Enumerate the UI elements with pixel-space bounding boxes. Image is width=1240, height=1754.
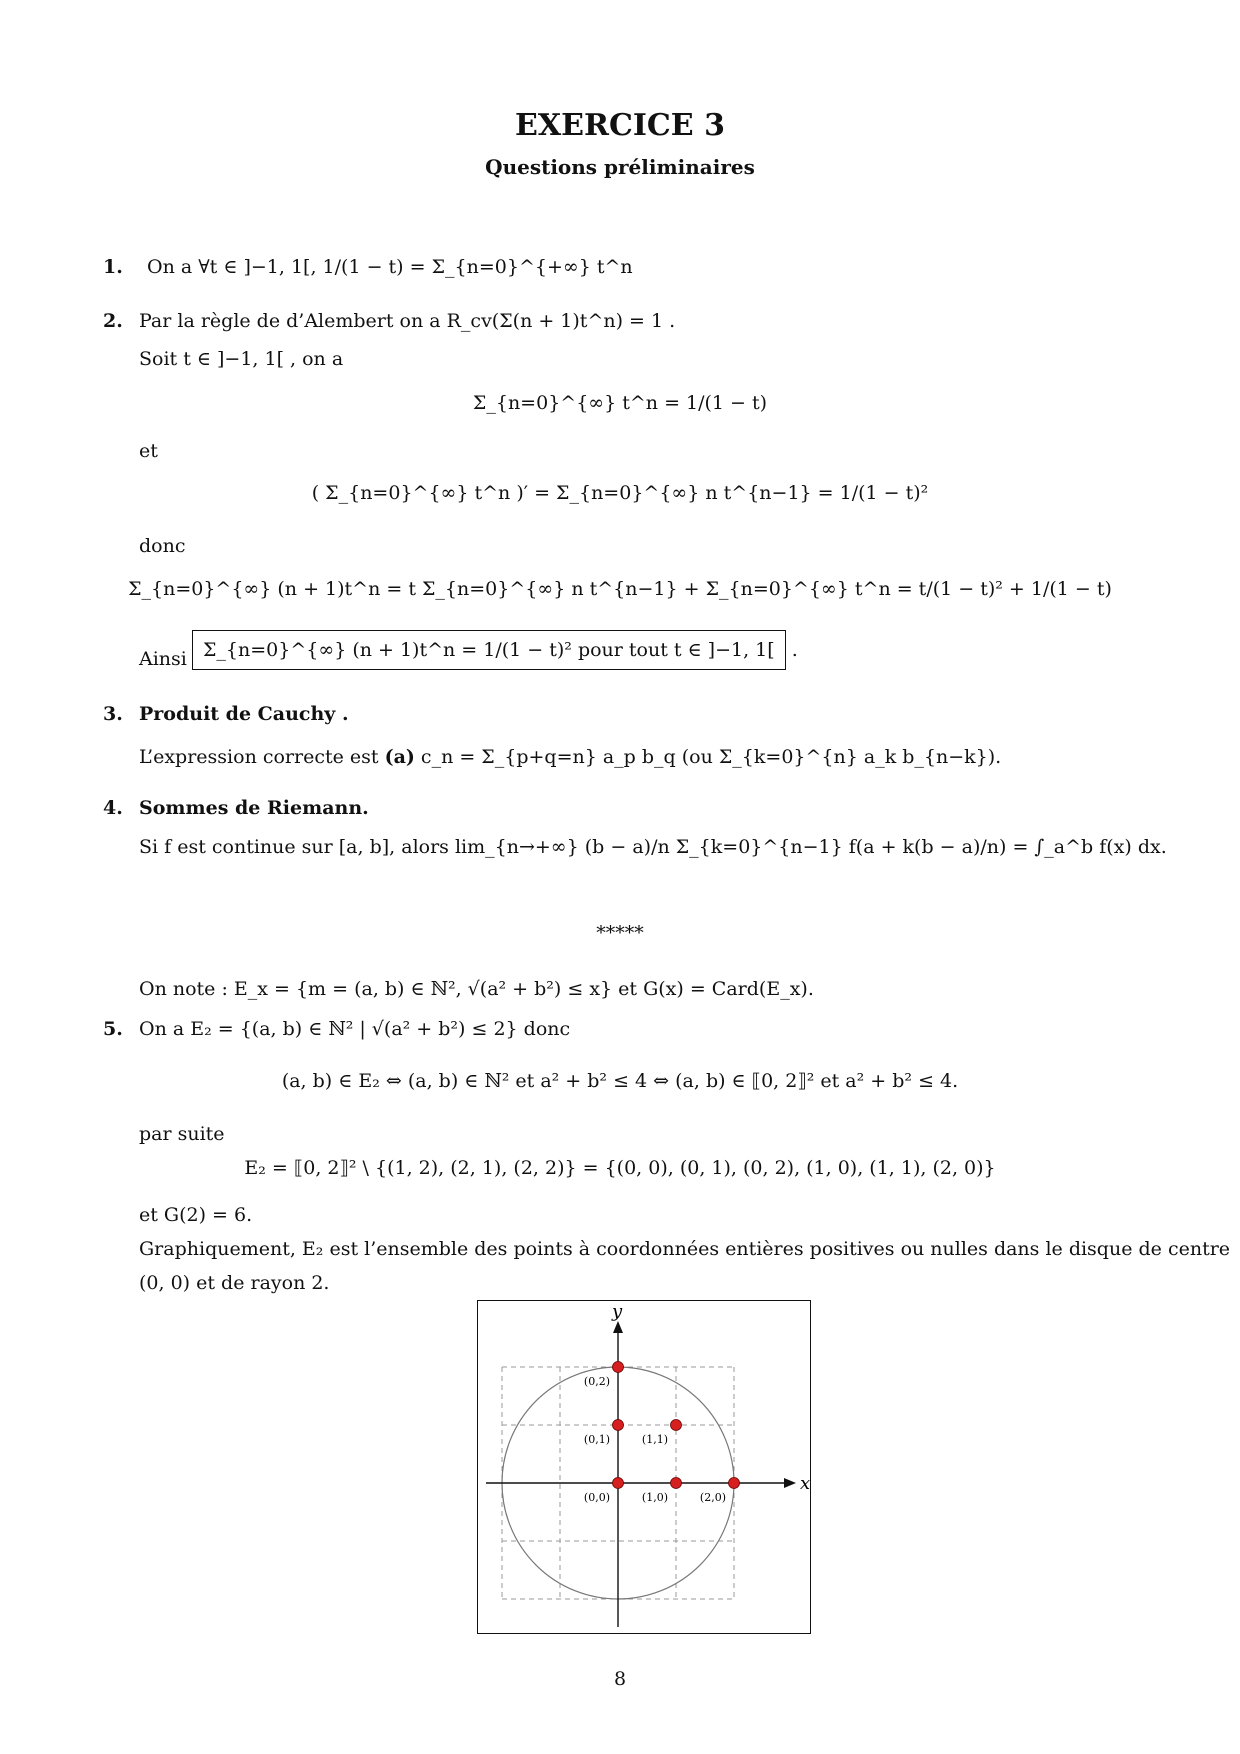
y-axis-arrow-icon [613, 1321, 623, 1333]
q3-title: Produit de Cauchy . [139, 703, 349, 725]
lattice-point [671, 1478, 682, 1489]
q5-par-suite: par suite [139, 1123, 225, 1145]
q3-text-prefix: L’expression correcte est [139, 746, 379, 768]
q2-line1: Par la règle de d’Alembert on a R_cv(Σ(n + 1)t^n) = 1 . [139, 310, 676, 332]
lattice-point [729, 1478, 740, 1489]
q5-g2: et G(2) = 6. [139, 1204, 253, 1226]
q5-eq1: (a, b) ∈ E₂ ⇔ (a, b) ∈ ℕ² et a² + b² ≤ 4 ⇔ (a, b) ∈ ⟦0, 2⟧² et a² + b² ≤ 4. [281, 1070, 959, 1092]
q5-line1: On a E₂ = {(a, b) ∈ ℕ² | √(a² + b²) ≤ 2} donc [139, 1018, 571, 1040]
lattice-point [671, 1420, 682, 1431]
exercise-subtitle: Questions préliminaires [485, 155, 755, 179]
point-label: (2,0) [699, 1491, 726, 1504]
q3-number: 3. [103, 703, 123, 725]
e2-figure [477, 1300, 811, 1634]
point-label: (0,0) [583, 1491, 610, 1504]
e2-plot [478, 1301, 810, 1633]
q5-graph-text2: (0, 0) et de rayon 2. [139, 1272, 330, 1294]
y-axis-label: y [612, 1301, 623, 1322]
lattice-point [613, 1420, 624, 1431]
q4-title: Sommes de Riemann. [139, 797, 369, 819]
q2-boxed-result: Σ_{n=0}^{∞} (n + 1)t^n = 1/(1 − t)² pour tout t ∈ ]−1, 1[ [192, 630, 786, 670]
q5-graph-text1: Graphiquement, E₂ est l’ensemble des points à coordonnées entières positives ou nulles dans le disque de centre [139, 1238, 1231, 1260]
point-label: (1,1) [641, 1433, 668, 1446]
x-axis-label: x [800, 1473, 810, 1494]
q2-ainsi-label: Ainsi [139, 648, 187, 670]
q5-number: 5. [103, 1018, 123, 1040]
page-number: 8 [613, 1668, 627, 1690]
q1-number: 1. [103, 256, 123, 278]
q1-text: On a ∀t ∈ ]−1, 1[, 1/(1 − t) = Σ_{n=0}^{+∞} t^n [147, 256, 633, 278]
q2-ainsi-end: . [791, 639, 798, 661]
definition-note: On note : E_x = {m = (a, b) ∈ ℕ², √(a² + b²) ≤ x} et G(x) = Card(E_x). [139, 978, 814, 1000]
q3-formula: c_n = Σ_{p+q=n} a_p b_q (ou Σ_{k=0}^{n} a_k b_{n−k}). [420, 746, 1002, 768]
exercise-title: EXERCICE 3 [515, 108, 725, 143]
q2-line2: Soit t ∈ ]−1, 1[ , on a [139, 348, 344, 370]
q5-eq2: E₂ = ⟦0, 2⟧² \ {(1, 2), (2, 1), (2, 2)} = {(0, 0), (0, 1), (0, 2), (1, 0), (1, 1), (2, 0)} [244, 1157, 996, 1179]
q4-number: 4. [103, 797, 123, 819]
q2-number: 2. [103, 310, 123, 332]
q2-word-et: et [139, 440, 158, 462]
q2-word-donc: donc [139, 535, 186, 557]
point-label: (1,0) [641, 1491, 668, 1504]
section-separator: ***** [596, 922, 644, 944]
q2-eq1: Σ_{n=0}^{∞} t^n = 1/(1 − t) [472, 392, 768, 414]
q2-ainsi-result [192, 630, 798, 670]
q4-text: Si f est continue sur [a, b], alors lim_{n→+∞} (b − a)/n Σ_{k=0}^{n−1} f(a + k(b − a)/n) = ∫_a^b f(x) dx. [139, 836, 1167, 858]
q3-text [139, 746, 1001, 768]
lattice-point [613, 1362, 624, 1373]
x-axis-arrow-icon [784, 1478, 796, 1488]
point-label: (0,2) [583, 1375, 610, 1388]
lattice-point [613, 1478, 624, 1489]
q3-choice: (a) [384, 746, 415, 768]
q2-eq3: Σ_{n=0}^{∞} (n + 1)t^n = t Σ_{n=0}^{∞} n t^{n−1} + Σ_{n=0}^{∞} t^n = t/(1 − t)² + 1/(1 − t) [128, 578, 1112, 600]
point-label: (0,1) [583, 1433, 610, 1446]
q2-eq2: ( Σ_{n=0}^{∞} t^n )′ = Σ_{n=0}^{∞} n t^{n−1} = 1/(1 − t)² [311, 482, 929, 504]
